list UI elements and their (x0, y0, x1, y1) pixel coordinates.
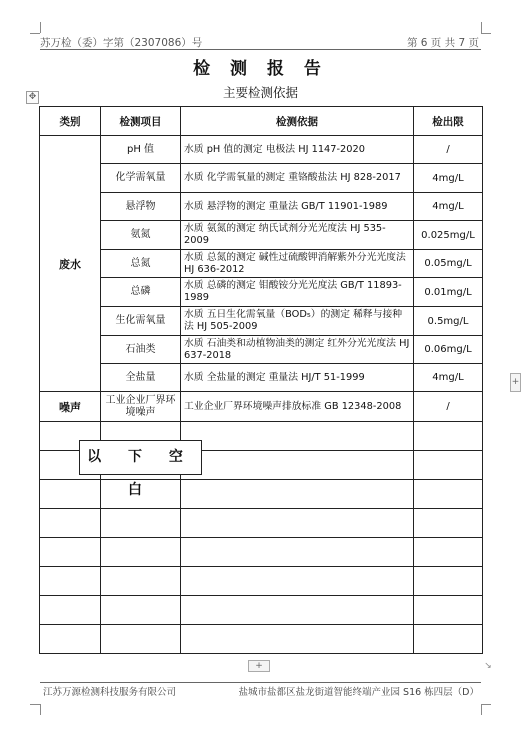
basis-cell: 水质 全盐量的测定 重量法 HJ/T 51-1999 (181, 364, 414, 392)
footer-divider (40, 682, 481, 683)
blank-row (40, 625, 483, 654)
limit-cell: 4mg/L (414, 364, 483, 392)
limit-cell: 0.5mg/L (414, 307, 483, 336)
limit-cell: 0.06mg/L (414, 336, 483, 364)
basis-cell: 水质 氨氮的测定 纳氏试剂分光光度法 HJ 535-2009 (181, 221, 414, 250)
table-row (40, 221, 483, 250)
item-cell: pH 值 (101, 136, 181, 164)
limit-cell: / (414, 392, 483, 422)
crop-mark (30, 704, 40, 705)
item-cell: 生化需氧量 (101, 307, 181, 336)
limit-cell: / (414, 136, 483, 164)
category-noise: 噪声 (40, 392, 101, 422)
basis-cell: 水质 总氮的测定 碱性过硫酸钾消解紫外分光光度法 HJ 636-2012 (181, 250, 414, 278)
item-cell: 化学需氧量 (101, 164, 181, 193)
limit-cell: 4mg/L (414, 164, 483, 193)
crop-mark (481, 704, 482, 715)
blank-row (40, 509, 483, 538)
table-row (40, 336, 483, 364)
item-cell: 总氮 (101, 250, 181, 278)
limit-cell: 4mg/L (414, 193, 483, 221)
header-basis: 检测依据 (181, 107, 414, 136)
blank-row (40, 538, 483, 567)
table-row (40, 392, 483, 422)
limit-cell: 0.05mg/L (414, 250, 483, 278)
footer-address: 盐城市盐都区盐龙街道智能终端产业园 S16 栋四层（D） (238, 687, 479, 698)
item-cell: 总磷 (101, 278, 181, 307)
report-number: 苏万检（委）字第（2307086）号 (40, 37, 203, 49)
header-limit: 检出限 (414, 107, 483, 136)
item-cell: 悬浮物 (101, 193, 181, 221)
table-row (40, 250, 483, 278)
limit-cell: 0.025mg/L (414, 221, 483, 250)
table-row (40, 364, 483, 392)
table-header-row (40, 107, 483, 136)
table-resize-icon[interactable]: ↘ (484, 661, 492, 671)
basis-cell: 水质 化学需氧量的测定 重铬酸盐法 HJ 828-2017 (181, 164, 414, 193)
add-row-icon[interactable]: + (248, 660, 270, 672)
basis-cell: 水质 悬浮物的测定 重量法 GB/T 11901-1989 (181, 193, 414, 221)
table-row (40, 193, 483, 221)
blank-below-notice: 以 下 空 白 (79, 440, 202, 475)
table-row (40, 136, 483, 164)
blank-row (40, 596, 483, 625)
basis-table (39, 106, 483, 654)
blank-row (40, 567, 483, 596)
crop-mark (40, 22, 41, 33)
limit-cell: 0.01mg/L (414, 278, 483, 307)
item-cell: 工业企业厂界环境噪声 (101, 392, 181, 422)
report-subtitle: 主要检测依据 (222, 85, 298, 100)
blank-row (40, 480, 483, 509)
report-title: 检 测 报 告 (193, 59, 328, 79)
crop-mark (30, 33, 40, 34)
basis-cell: 水质 总磷的测定 钼酸铵分光光度法 GB/T 11893-1989 (181, 278, 414, 307)
page-indicator: 第 6 页 共 7 页 (406, 37, 479, 49)
category-wastewater: 废水 (40, 136, 101, 392)
table-row (40, 307, 483, 336)
footer-company: 江苏万源检测科技服务有限公司 (43, 687, 177, 698)
header-item: 检测项目 (101, 107, 181, 136)
table-move-handle-icon[interactable]: ✥ (26, 91, 39, 104)
basis-cell: 工业企业厂界环境噪声排放标准 GB 12348-2008 (181, 392, 414, 422)
header-category: 类别 (40, 107, 101, 136)
add-column-icon[interactable]: + (510, 373, 521, 392)
header-divider (40, 49, 481, 50)
item-cell: 氨氮 (101, 221, 181, 250)
basis-cell: 水质 五日生化需氧量（BOD₅）的测定 稀释与接种法 HJ 505-2009 (181, 307, 414, 336)
item-cell: 全盐量 (101, 364, 181, 392)
crop-mark (40, 704, 41, 715)
crop-mark (481, 704, 491, 705)
crop-mark (481, 33, 491, 34)
item-cell: 石油类 (101, 336, 181, 364)
basis-cell: 水质 pH 值的测定 电极法 HJ 1147-2020 (181, 136, 414, 164)
crop-mark (481, 22, 482, 33)
table-row (40, 164, 483, 193)
table-row (40, 278, 483, 307)
basis-cell: 水质 石油类和动植物油类的测定 红外分光光度法 HJ 637-2018 (181, 336, 414, 364)
